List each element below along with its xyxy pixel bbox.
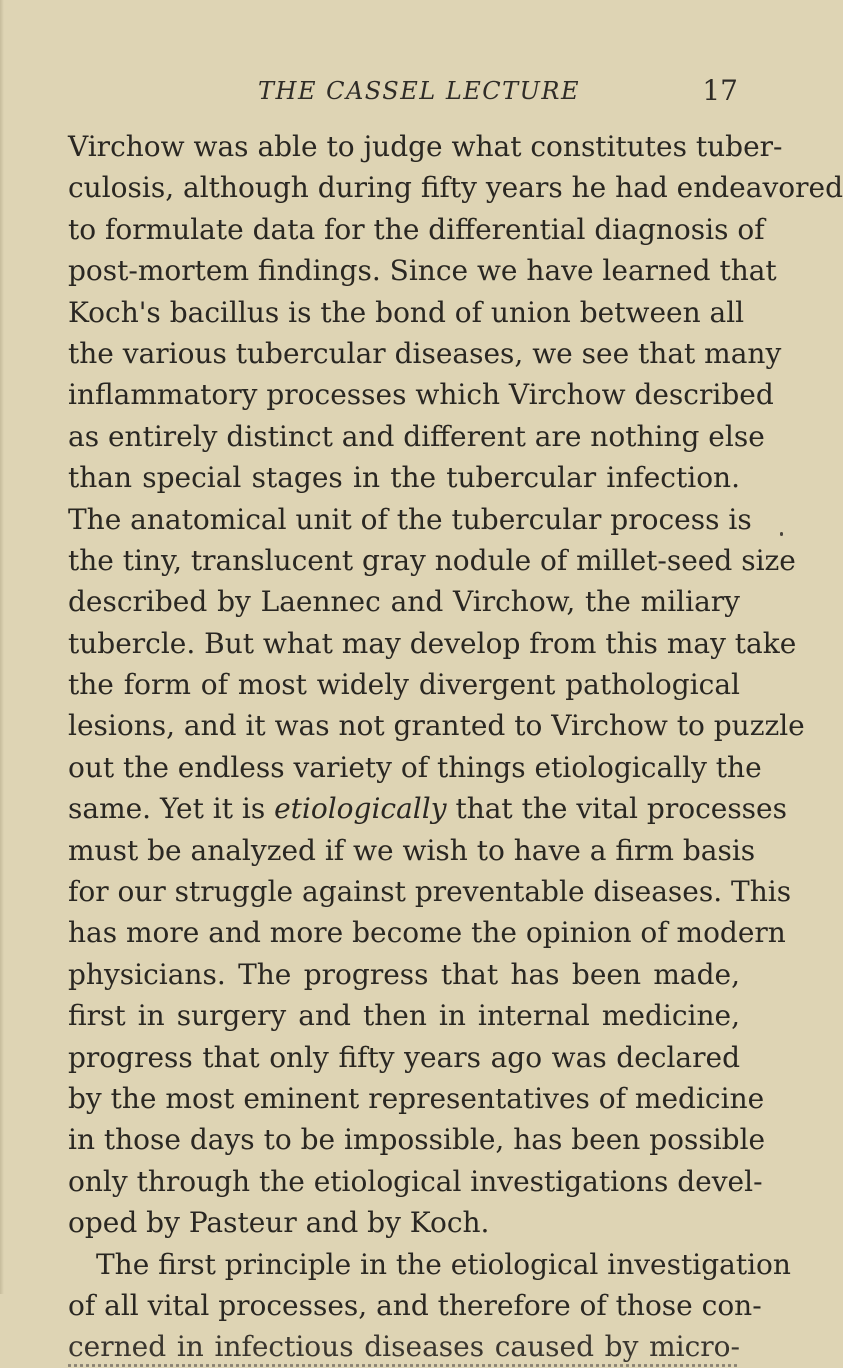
text-line: than special stages in the tubercular infection.: [68, 461, 740, 495]
text-line: inflammatory processes which Virchow described: [68, 378, 774, 412]
text-line: culosis, although during fifty years he had endeavored: [68, 171, 843, 205]
page-number: 17: [702, 74, 738, 107]
text-line: Virchow was able to judge what constitutes tuber-: [68, 130, 783, 163]
text-line: has more and more become the opinion of modern: [68, 916, 786, 950]
text-line: progress that only fifty years ago was declared: [68, 1040, 740, 1074]
text-line: the form of most widely divergent pathological: [68, 668, 740, 702]
text-segment: same. Yet it is: [68, 792, 275, 826]
text-line: only through the etiological investigations devel-: [68, 1164, 763, 1198]
text-line: lesions, and it was not granted to Virchow to puzzle: [68, 709, 805, 743]
text-line: by the most eminent representatives of medicine: [68, 1081, 765, 1115]
body-text: [68, 126, 843, 1368]
text-segment: that the vital processes: [455, 792, 787, 826]
text-line: Koch's bacillus is the bond of union between all: [68, 295, 745, 329]
text-line: first in surgery and then in internal medicine,: [68, 999, 740, 1033]
text-line-with-emphasis: [68, 788, 787, 829]
text-line: to formulate data for the differential diagnosis of: [68, 212, 765, 246]
text-line: as entirely distinct and different are nothing else: [68, 419, 765, 453]
text-line: The anatomical unit of the tubercular process is: [68, 502, 752, 536]
damaged-text-line: cerned in infectious diseases caused by micro-: [68, 1330, 740, 1364]
paragraph-first-line: The first principle in the etiological investigation: [96, 1247, 791, 1281]
text-line: in those days to be impossible, has been possible: [68, 1123, 766, 1157]
text-line: the tiny, translucent gray nodule of millet-seed size: [68, 543, 796, 577]
text-line: described by Laennec and Virchow, the miliary: [68, 585, 740, 619]
text-line: post-mortem findings. Since we have learned that: [68, 254, 777, 288]
italic-emphasis: etiologically: [274, 792, 447, 826]
text-line: physicians. The progress that has been made,: [68, 957, 740, 991]
paper-speck: [780, 532, 783, 536]
text-line: out the endless variety of things etiologically the: [68, 750, 762, 784]
text-line: tubercle. But what may develop from this may take: [68, 626, 797, 660]
text-line: must be analyzed if we wish to have a firm basis: [68, 833, 756, 867]
text-line: for our struggle against preventable diseases. This: [68, 875, 792, 909]
text-line: of all vital processes, and therefore of those con-: [68, 1288, 762, 1322]
running-title: THE CASSEL LECTURE: [258, 77, 580, 105]
page-edge: [0, 0, 4, 1294]
paragraph-last-line: oped by Pasteur and by Koch.: [68, 1206, 490, 1240]
running-header: [68, 74, 740, 114]
text-line: the various tubercular diseases, we see that many: [68, 336, 782, 370]
